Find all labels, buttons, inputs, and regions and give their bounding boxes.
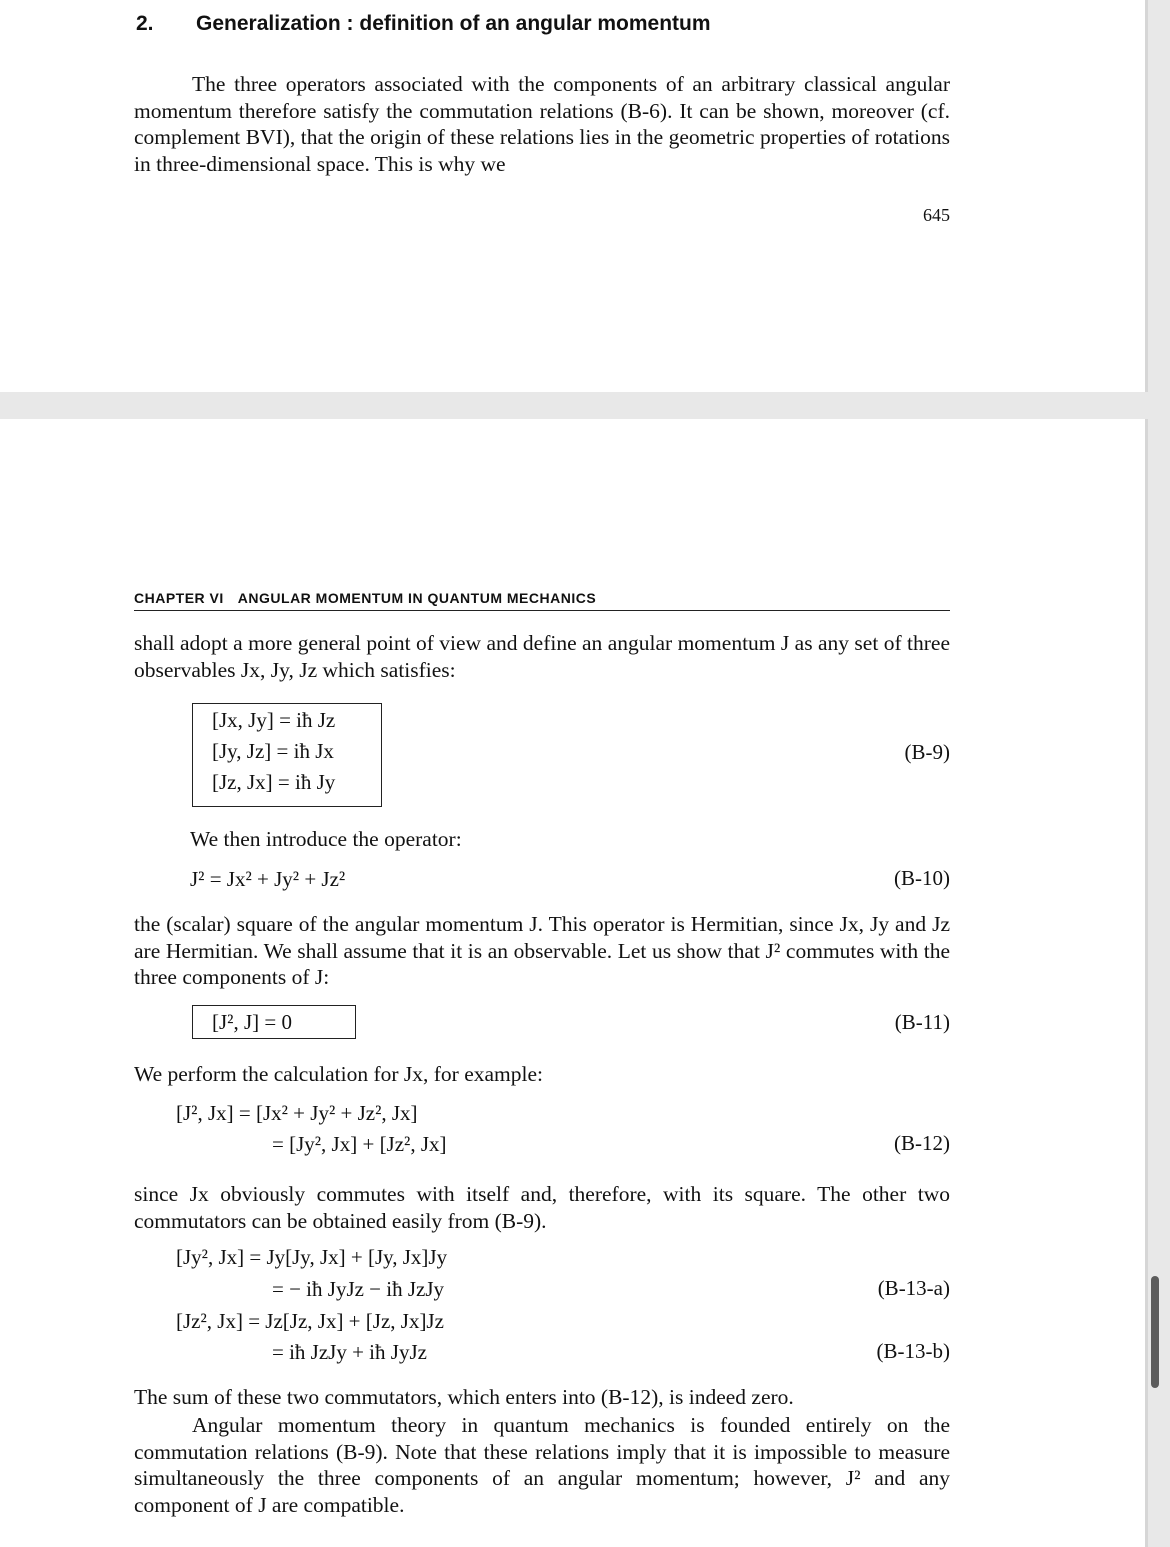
paragraph-calculation: We perform the calculation for Jx, for example: — [134, 1062, 543, 1086]
paragraph-intro: The three operators associated with the components of an arbitrary classical angular momentum therefore satisfy the commutation relations (B-6). It can be shown, moreover (cf. complement BVI), that the origin of these relations lies in the geometric properties of rotations in three-dimensional space. This is why we — [134, 72, 950, 176]
equation-b13a-line1: [Jy², Jx] = Jy[Jy, Jx] + [Jy, Jx]Jy — [176, 1245, 448, 1269]
page-number: 645 — [923, 205, 950, 225]
equation-b13b-line2: = iħ JzJy + iħ JyJz — [272, 1340, 427, 1364]
equation-b9-line2: [Jy, Jz] = iħ Jx — [212, 739, 334, 763]
paragraph-sum-zero: The sum of these two commutators, which enters into (B-12), is indeed zero. — [134, 1385, 794, 1409]
running-head-title: ANGULAR MOMENTUM IN QUANTUM MECHANICS — [237, 590, 597, 606]
paragraph-definition: shall adopt a more general point of view and define an angular momentum J as any set of three observables Jx, Jy, Jz which satisfies: — [134, 631, 950, 682]
equation-b9-line1: [Jx, Jy] = iħ Jz — [212, 708, 336, 732]
equation-label-b13b: (B-13-b) — [876, 1339, 950, 1363]
section-number: 2. — [136, 12, 154, 35]
equation-b12-line1: [J², Jx] = [Jx² + Jy² + Jz², Jx] — [176, 1101, 418, 1125]
equation-b9-line3: [Jz, Jx] = iħ Jy — [212, 770, 336, 794]
section-heading — [136, 12, 711, 36]
equation-label-b11: (B-11) — [894, 1010, 950, 1034]
page-shadow — [1145, 419, 1148, 1547]
running-head-chapter: CHAPTER VI — [134, 590, 224, 606]
equation-b13a-line2: = − iħ JyJz − iħ JzJy — [272, 1277, 445, 1301]
section-title: Generalization : definition of an angular momentum — [196, 12, 711, 35]
paragraph-hermitian: the (scalar) square of the angular momentum J. This operator is Hermitian, since Jx, Jy and Jz are Hermitian. We shall assume that it is an observable. Let us show that J² commutes with the three components of J: — [134, 912, 950, 989]
equation-label-b13a: (B-13-a) — [877, 1276, 950, 1300]
paragraph-introduce: We then introduce the operator: — [190, 827, 462, 851]
equation-label-b9: (B-9) — [904, 740, 950, 764]
paragraph-theory: Angular momentum theory in quantum mechanics is founded entirely on the commutation relations (B-9). Note that these relations imply that it is impossible to measure simultaneously the three components of an angular momentum; however, J² and any component of J are compatible. — [134, 1413, 950, 1517]
paragraph-commutes: since Jx obviously commutes with itself and, therefore, with its square. The other two commutators can be obtained easily from (B-9). — [134, 1182, 950, 1233]
page-645 — [0, 0, 1145, 392]
running-head — [134, 590, 950, 611]
scrollbar-thumb[interactable] — [1151, 1276, 1159, 1388]
equation-label-b12: (B-12) — [894, 1131, 950, 1155]
equation-b12-line2: = [Jy², Jx] + [Jz², Jx] — [272, 1132, 447, 1156]
equation-b11: [J², J] = 0 — [212, 1010, 292, 1034]
equation-b13b-line1: [Jz², Jx] = Jz[Jz, Jx] + [Jz, Jx]Jz — [176, 1309, 444, 1333]
equation-label-b10: (B-10) — [894, 866, 950, 890]
page-shadow — [1145, 0, 1148, 392]
equation-b10: J² = Jx² + Jy² + Jz² — [190, 867, 346, 891]
